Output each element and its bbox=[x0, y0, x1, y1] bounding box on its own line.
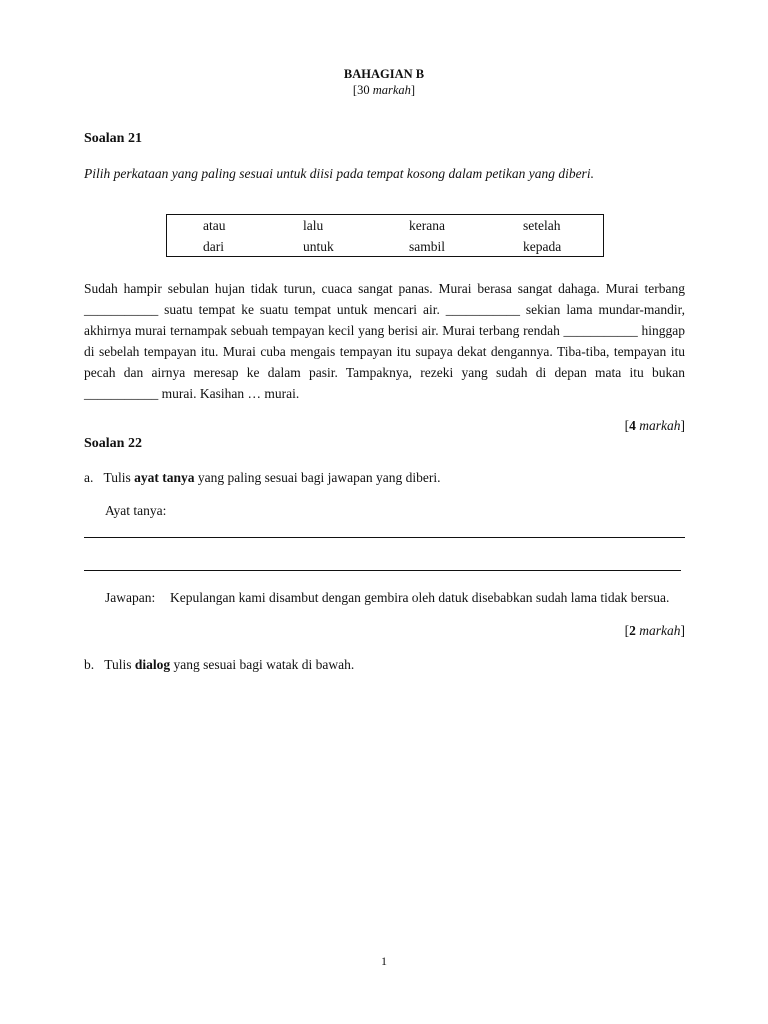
question-22a: a. Tulis ayat tanya yang paling sesuai bagi jawapan yang diberi. bbox=[84, 470, 441, 485]
ayat-tanya-label: Ayat tanya: bbox=[105, 503, 167, 518]
jawapan-label: Jawapan: bbox=[105, 590, 156, 605]
question-21-passage: Sudah hampir sebulan hujan tidak turun, cuaca sangat panas. Murai berasa sangat dahaga. Murai terbang ___________ suatu tempat ke suatu tempat untuk mencari air. ___________ sekian lama mundar-mandir, akhirnya murai ternampak sebuah tempayan kecil yang berisi air. Murai terbang rendah ___________ hinggap di sebelah tempayan itu. Murai cuba mengais tempayan itu supaya dekat dengannya. Tiba-tiba, tempayan itu pecah dan airnya meresap ke dalam pasir. Tampaknya, rezeki yang sudah di depan mata itu bukan ___________ murai. Kasihan … murai. bbox=[84, 281, 685, 401]
word-choice: untuk bbox=[303, 239, 334, 254]
question-21-title: Soalan 21 bbox=[84, 131, 142, 146]
question-21-marks: [4 markah] bbox=[624, 418, 685, 433]
word-choice: atau bbox=[203, 218, 226, 233]
answer-line[interactable] bbox=[84, 537, 685, 538]
question-22b: b. Tulis dialog yang sesuai bagi watak di bawah. bbox=[84, 657, 355, 672]
word-choice: kerana bbox=[409, 218, 445, 233]
item-label: b. bbox=[84, 657, 95, 672]
jawapan-text: Kepulangan kami disambut dengan gembira oleh datuk disebabkan sudah lama tidak bersua. bbox=[170, 590, 670, 605]
section-marks: [30 markah] bbox=[352, 83, 416, 97]
section-title: BAHAGIAN B bbox=[343, 67, 425, 81]
word-choice-box bbox=[166, 214, 604, 257]
question-21-instruction: Pilih perkataan yang paling sesuai untuk diisi pada tempat kosong dalam petikan yang diberi. bbox=[84, 166, 594, 181]
question-22-title: Soalan 22 bbox=[84, 436, 142, 451]
word-choice: setelah bbox=[523, 218, 561, 233]
word-choice: dari bbox=[203, 239, 224, 254]
item-label: a. bbox=[84, 470, 94, 485]
word-choice: lalu bbox=[303, 218, 324, 233]
word-choice: kepada bbox=[523, 239, 562, 254]
answer-line[interactable] bbox=[84, 570, 681, 571]
question-22a-marks: [2 markah] bbox=[624, 623, 685, 638]
page-number: 1 bbox=[381, 954, 387, 968]
word-choice: sambil bbox=[409, 239, 445, 254]
